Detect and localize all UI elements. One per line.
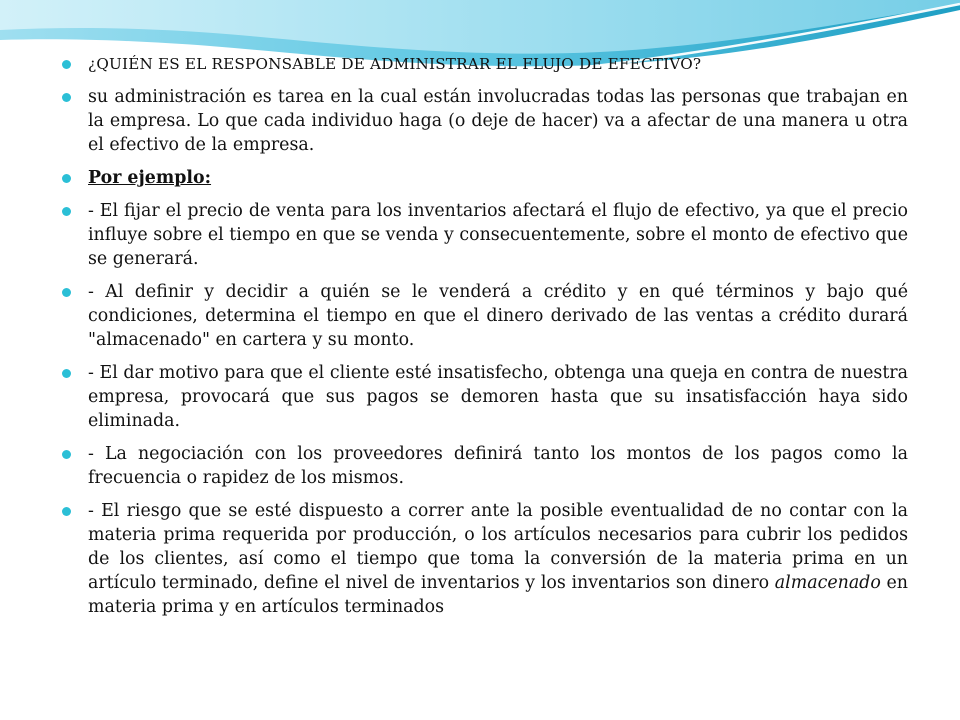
bullet-intro xyxy=(62,85,908,157)
slide-content xyxy=(62,52,908,628)
point-text-end: en materia prima y en artículos terminados xyxy=(88,573,908,617)
bullet-dot-icon xyxy=(62,507,71,516)
bullet-dot-icon xyxy=(62,174,71,183)
bullet-point-1 xyxy=(62,199,908,271)
bullet-dot-icon xyxy=(62,288,71,297)
slide-title: ¿QUIÉN ES EL RESPONSABLE DE ADMINISTRAR EL FLUJO DE EFECTIVO? xyxy=(88,55,702,73)
point-text: - El dar motivo para que el cliente esté insatisfecho, obtenga una queja en contra de nuestra empresa, provocará que sus pagos se demoren hasta que su insatisfacción haya sido eliminada. xyxy=(88,363,908,431)
bullet-point-3 xyxy=(62,361,908,433)
bullet-dot-icon xyxy=(62,60,71,69)
point-text: - El fijar el precio de venta para los inventarios afectará el flujo de efectivo, ya que el precio influye sobre el tiempo en que se venda y consecuentemente, sobre el monto de efectivo que se generará. xyxy=(88,201,908,269)
bullet-point-5 xyxy=(62,499,908,619)
bullet-dot-icon xyxy=(62,93,71,102)
bullet-dot-icon xyxy=(62,207,71,216)
bullet-dot-icon xyxy=(62,450,71,459)
intro-text: su administración es tarea en la cual están involucradas todas las personas que trabajan en la empresa. Lo que cada individuo haga (o deje de hacer) va a afectar de una manera u otra el efectivo de la empresa. xyxy=(88,87,908,155)
point-text: - Al definir y decidir a quién se le venderá a crédito y en qué términos y bajo qué condiciones, determina el tiempo en que el dinero derivado de las ventas a crédito durará "almacenado" en cartera y su monto. xyxy=(88,282,908,350)
bullet-point-4 xyxy=(62,442,908,490)
example-heading: Por ejemplo: xyxy=(88,168,212,188)
point-text-start: - El riesgo que se esté dispuesto a correr ante la posible eventualidad de no contar con la materia prima requerida por producción, o los artículos necesarios para cubrir los pedidos de los clientes, así como el tiempo que toma la conversión de la materia prima en un artículo terminado, define el nivel de inventarios y los inventarios son dinero xyxy=(88,501,908,593)
bullet-list xyxy=(62,52,908,619)
bullet-dot-icon xyxy=(62,369,71,378)
bullet-title xyxy=(62,52,908,76)
point-text: - La negociación con los proveedores definirá tanto los montos de los pagos como la frecuencia o rapidez de los mismos. xyxy=(88,444,908,488)
bullet-example-heading xyxy=(62,166,908,190)
point-text-italic: almacenado xyxy=(774,573,881,593)
bullet-point-2 xyxy=(62,280,908,352)
